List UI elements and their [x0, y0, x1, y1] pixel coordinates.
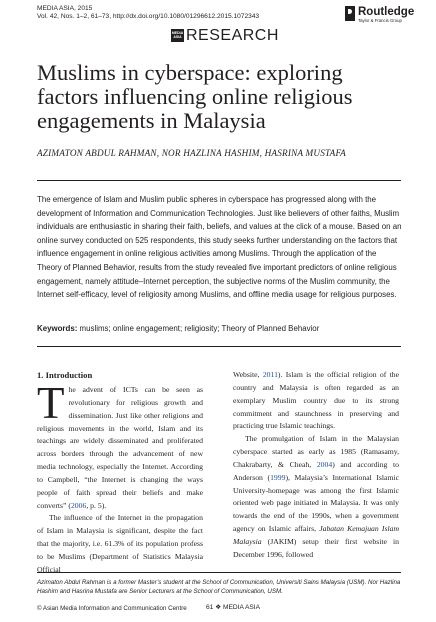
publisher-name: Routledge: [358, 6, 415, 18]
publisher-subtitle: Taylor & Francis Group: [358, 18, 402, 23]
media-asia-logo-icon: MEDIA ASIA: [171, 29, 184, 42]
publisher-logo[interactable]: [345, 6, 415, 28]
routledge-r-icon: [345, 6, 355, 21]
dropcap: T: [37, 378, 65, 428]
section-heading: 1. Introduction: [37, 370, 93, 380]
author-footnote: Azimaton Abdul Rahman is a former Master’s student at the School of Communication, Universiti Sains Malaysia (USM). Nor Hazlina Hashim and Hasrina Mustafa are Senior Lecturers at the School of Communication, USM.: [37, 579, 401, 595]
keywords: [37, 323, 402, 334]
running-header: [37, 5, 259, 21]
copyright-notice: © Asian Media Information and Communication Centre: [37, 605, 187, 612]
left-column: [37, 369, 203, 577]
paragraph: The advent of ICTs can be seen as revolutionary for religious growth and dissemination. Just like other religions and religious movements in the world, Islam and its teachings are widely disseminated and proliferated across borders through the advancement of new media technology, especially the Internet. According to Campbell, “the Internet is changing the ways people of faith spread their beliefs and make converts” (2006, p. 5).: [37, 378, 203, 510]
keywords-list: muslims; online engagement; religiosity; Theory of Planned Behavior: [79, 324, 320, 333]
abstract: The emergence of Islam and Muslim public spheres in cyberspace has progressed along with the development of Information and Communication Technologies. Just like believers of other faiths, Muslim individuals are enthusiastic in sharing their faith, beliefs, and values at the click of a mouse. Based on an online survey conducted on 525 respondents, this study seeks further understanding on the factors that influence engagement in online religious activities among Muslims. Through the application of the Theory of Planned Behavior, results from the study revealed five important predictors of online religious engagement, namely attitude–Internet perception, the subjective norms of the Muslim community, the Internet self-efficacy, level of religiosity among Muslims, and offline media usage for religious purposes.: [37, 195, 402, 300]
right-column: [233, 369, 399, 562]
page-footer: [206, 604, 260, 612]
citation-link[interactable]: 2011: [262, 370, 278, 379]
divider-top: [37, 180, 401, 181]
paragraph: Website, 2011). Islam is the official religion of the country and Malaysia is often regarded as an exemplary Muslim country due to its strong commitment and staunchness in preserving and practicing true Islamic teachings.: [233, 370, 400, 431]
journal-name: MEDIA ASIA, 2015: [37, 5, 93, 12]
article-title: Muslims in cyberspace: exploring factors influencing online religious engagements in Malaysia: [37, 60, 353, 133]
footnote-divider: [37, 572, 401, 573]
paragraph: The influence of the Internet in the propagation of Islam in Malaysia is significant, despite the fact that the majority, i.e. 61.3% of its population profess to be Muslims (Department of Statistics Malaysia Official: [37, 513, 203, 574]
footer-journal: MEDIA ASIA: [222, 604, 260, 611]
page-number: 61: [206, 604, 214, 611]
citation-link[interactable]: 2004: [316, 459, 333, 469]
paragraph: The promulgation of Islam in the Malaysian cyberspace started as early as 1985 (Ramasamy, Chakrabarty, & Cheah, 2004) and according to Anderson (1999), Malaysia’s International Islamic University-homepage was among the first Islamic oriented web page initiated in Malaysia. It was only towards the end of the 1990s, when a government agency on Islamic affairs, Jabatan Kemajuan Islam Malaysia (JAKIM) setup their first website in December 1996, followed: [233, 434, 400, 559]
diamond-icon: ❖: [215, 604, 222, 611]
divider-bottom: [37, 346, 401, 347]
section-label: RESEARCH: [186, 27, 279, 44]
citation-link[interactable]: 2006: [70, 500, 87, 510]
article-authors: AZIMATON ABDUL RAHMAN, NOR HAZLINA HASHIM, HASRINA MUSTAFA: [37, 148, 346, 158]
citation-link[interactable]: 1999: [270, 472, 286, 482]
keywords-label: Keywords:: [37, 324, 78, 333]
citation-line: Vol. 42, Nos. 1–2, 61–73, http://dx.doi.org/10.1080/01296612.2015.1072343: [37, 13, 260, 20]
